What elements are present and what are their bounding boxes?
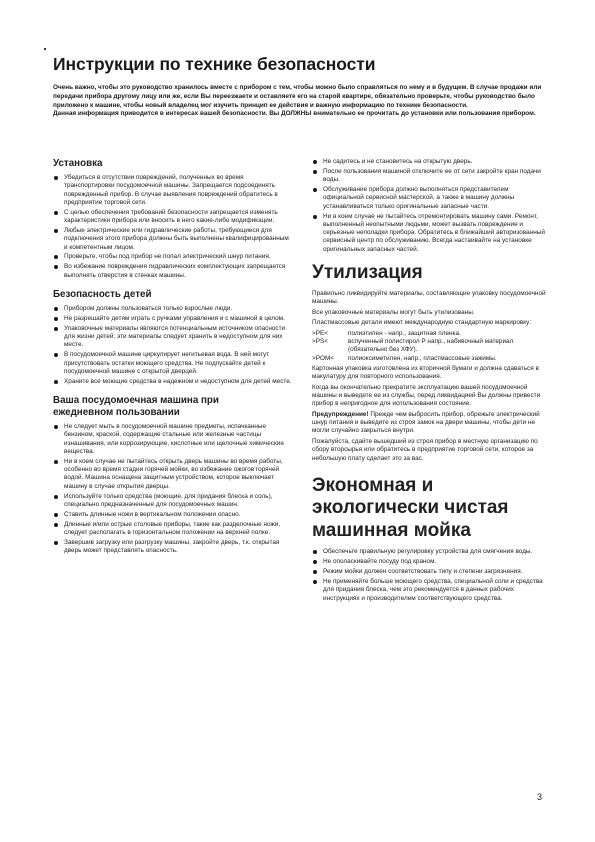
paragraph: Пожалуйста, сдайте вышедший из строя прибор в местную организацию по сбору вторсырья или обратитесь в предприятие торговой сети, которое за небольшую плату сделает это за вас. [312, 437, 538, 462]
eco-list [312, 548, 548, 603]
warning-text: Прежде чем выбросить прибор, обрежьте электрический шнур питания и выведите из строя замок на двери машины, чтобы дети не могли случайно закрыться внутри. [312, 410, 540, 435]
bullet-icon [54, 255, 58, 259]
bullet-icon [54, 495, 58, 499]
paragraph: Когда вы окончательно прекратите эксплуатацию вашей посудомоечной машины и выведете ее из службы, перед ликвидацией Вы должны привести прибор в непригодное для использования состояние. [312, 383, 541, 408]
list-item: Длинные и/или острые столовые приборы, такие как разделочные ножи, следует располагать в горизонтальном положении на верхней полке. [53, 521, 293, 538]
list-item: Не ополаскивайте посуду под краном. [312, 558, 548, 566]
bullet-icon [313, 560, 317, 564]
bullet-icon [54, 460, 58, 464]
list-item: Завершив загрузку или разгрузку машины, закройте дверь, т.к. открытая дверь может представлять опасность. [53, 539, 293, 556]
warning-paragraph [312, 411, 548, 436]
list-item: Не следует мыть в посудомоечной машине предметы, испачканные бензином, краской, содержащие стальные или железные частицы изнашивания, или коррозирующие, кислотные или щелочные химические вещества. [53, 423, 293, 456]
list-item: Обслуживание прибора должно выполняться представителем официальной сервисной мастерской, а также в машину должны устанавливаться только оригинальные запасные части. [312, 186, 548, 211]
list-item: Используйте только средства (моющие, для придания блеска и соль), специально предназначенные для посудомоечных машин. [53, 493, 293, 510]
bullet-icon [54, 425, 58, 429]
left-column [53, 158, 293, 557]
list-item: Режим мойки должен соответствовать типу и степени загрязнения. [312, 568, 548, 576]
material-code: >PE< [312, 329, 328, 337]
section-heading-installation: Установка [53, 158, 103, 169]
intro-block [53, 84, 548, 119]
usage-continued-list [312, 158, 548, 254]
section-heading-usage: Ваша посудомоечная машина при ежедневном пользовании [53, 394, 219, 418]
section-heading-children: Безопасность детей [53, 288, 152, 300]
bullet-icon [313, 550, 317, 554]
list-item: Убедиться в отсутствии повреждений, полученных во время транспортировки посудомоечной машины. Запрещается подсоединять поврежденный прибор. В случае выявления повреждений обратитесь в предприятие торговой сети. [53, 174, 293, 207]
list-item: Ставить длинные ножи в вертикальном положении опасно. [53, 511, 293, 519]
bullet-icon [54, 353, 58, 357]
list-item: Любые электрические или гидравлические работы, требующиеся для подключения этого прибора должны быть выполнены квалифицированным и компетентным лицом. [53, 227, 293, 252]
list-item: Упаковочные материалы являются потенциальным источником опасности для жизни детей: эти материалы следует хранить в недоступном для них месте. [53, 325, 293, 350]
list-item: В посудомоечной машине циркулирует негитьевая вода. В ней могут присутствовать остатки моющего средства. Не подпускайте детей к посудомоечной машине с открытой дверцей. [53, 351, 293, 376]
bullet-icon [54, 523, 58, 527]
list-item: С целью обеспечения требований безопасности запрещается изменять характеристики прибора или вносить в него какие-либо модификации. [53, 209, 293, 226]
list-item: Не применяйте больше моющего средства, специальной соли и средства для придания блеска, чем это рекомендуется в данных рабочих инструкциях и производителем соответствующего средства. [312, 578, 548, 603]
list-item: Не садитесь и не становитесь на открытую дверь. [312, 158, 548, 166]
section-heading-disposal: Утилизация [312, 262, 423, 284]
paragraph: Пластмассовые детали имеют международную стандартную маркировку: [312, 319, 532, 327]
bullet-icon [54, 176, 58, 180]
list-item: После пользования машиной отключите ее от сети закройте кран подачи воды. [312, 168, 548, 185]
list-item: Прибором должны пользоваться только взрослые люди. [53, 305, 293, 313]
installation-list [53, 174, 293, 280]
children-list [53, 305, 293, 386]
bullet-icon [54, 307, 58, 311]
table-row [312, 338, 548, 355]
usage-list [53, 423, 293, 555]
list-item: Не разрешайте детям играть с ручками управления и с машиной в целом. [53, 315, 293, 323]
bullet-icon [54, 327, 58, 331]
bullet-icon [54, 229, 58, 233]
right-column [312, 158, 548, 604]
material-code: >POM< [312, 354, 335, 362]
bullet-icon [313, 580, 317, 584]
list-item: Во избежание повреждения гидравлических комплектующих запрещается выполнять отверстия в стенках машины. [53, 263, 293, 280]
bullet-icon [313, 215, 317, 219]
material-description: полиоксиметилен, напр., пластмассовые зажимы. [348, 354, 497, 362]
paragraph: Правильно ликвидируйте материалы, составляющие упаковку посудомоечной машины. [312, 290, 546, 306]
corner-mark [44, 48, 46, 50]
bullet-icon [54, 513, 58, 517]
paragraph: Картонная упаковка изготовлена из вторичной бумаги и должна сдаваться в макулатуру для повторного использования. [312, 364, 539, 381]
paragraph: Все упаковочные материалы могут быть утилизованы. [312, 308, 475, 316]
list-item: Проверьте, чтобы под прибор не попал электрический шнур питания. [53, 253, 293, 261]
material-code: >PS< [312, 338, 328, 346]
bullet-icon [313, 160, 317, 164]
bullet-icon [313, 570, 317, 574]
section-heading-eco: Экономная и экологически чистая машинная мойка [312, 474, 509, 541]
bullet-icon [54, 211, 58, 215]
bullet-icon [313, 188, 317, 192]
bullet-icon [54, 541, 58, 545]
bullet-icon [54, 265, 58, 269]
intro-paragraph: Данная информация приводится в интересах вашей безопасности. Вы ДОЛЖНЫ внимательно ее прочитать до установки или пользования прибором. [53, 110, 536, 118]
list-item: Храните все моющие средства в надежном и недоступном для детей месте. [53, 378, 293, 386]
page-number: 3 [537, 792, 543, 802]
material-codes-table [312, 330, 548, 363]
warning-label: Предупреждение! [312, 410, 369, 418]
bullet-icon [54, 317, 58, 321]
table-row [312, 355, 548, 363]
bullet-icon [54, 380, 58, 384]
list-item: Ни в коем случае не пытайтесь отремонтировать машину сами. Ремонт, выполненный неопытными людьми, может вызвать повреждение и серьезные неполадки прибора. Обратитесь в ближайший авторизованный сервисный центр по обслуживанию. Всегда настаивайте на установке оригинальных запасных частей. [312, 213, 548, 254]
bullet-icon [313, 170, 317, 174]
material-description: полиэтилен - напр., защитная пленка. [348, 329, 461, 337]
table-row [312, 330, 548, 338]
page-title: Инструкции по технике безопасности [53, 54, 376, 74]
list-item: Обеспечьте правильную регулировку устройства для смягчения воды. [312, 548, 548, 556]
material-description: вспученный полистирол Р напр., набивочный материал (обязательно без ХФУ). [348, 338, 514, 354]
list-item: Ни в коем случае не пытайтесь открыть дверь машины во время работы, особенно во время стадии горячей мойки, во избежание ожогов горячей водой. Машина оснащена защитным устройством, которое выключает машину в случае открытия дверцы. [53, 458, 293, 491]
intro-paragraph: Очень важно, чтобы это руководство хранилось вместе с прибором с тем, чтобы можно было справляться по нему и в будущем. В случае продажи или передачи прибора другому лицу или же, если Вы переезжаете и оставляете его на старой квартире, обязательно проверьте, чтобы руководство было приложено к машине, чтобы новый владелец мог изучить принцип ее действия и важную информацию по технике безопасности. [53, 84, 542, 109]
